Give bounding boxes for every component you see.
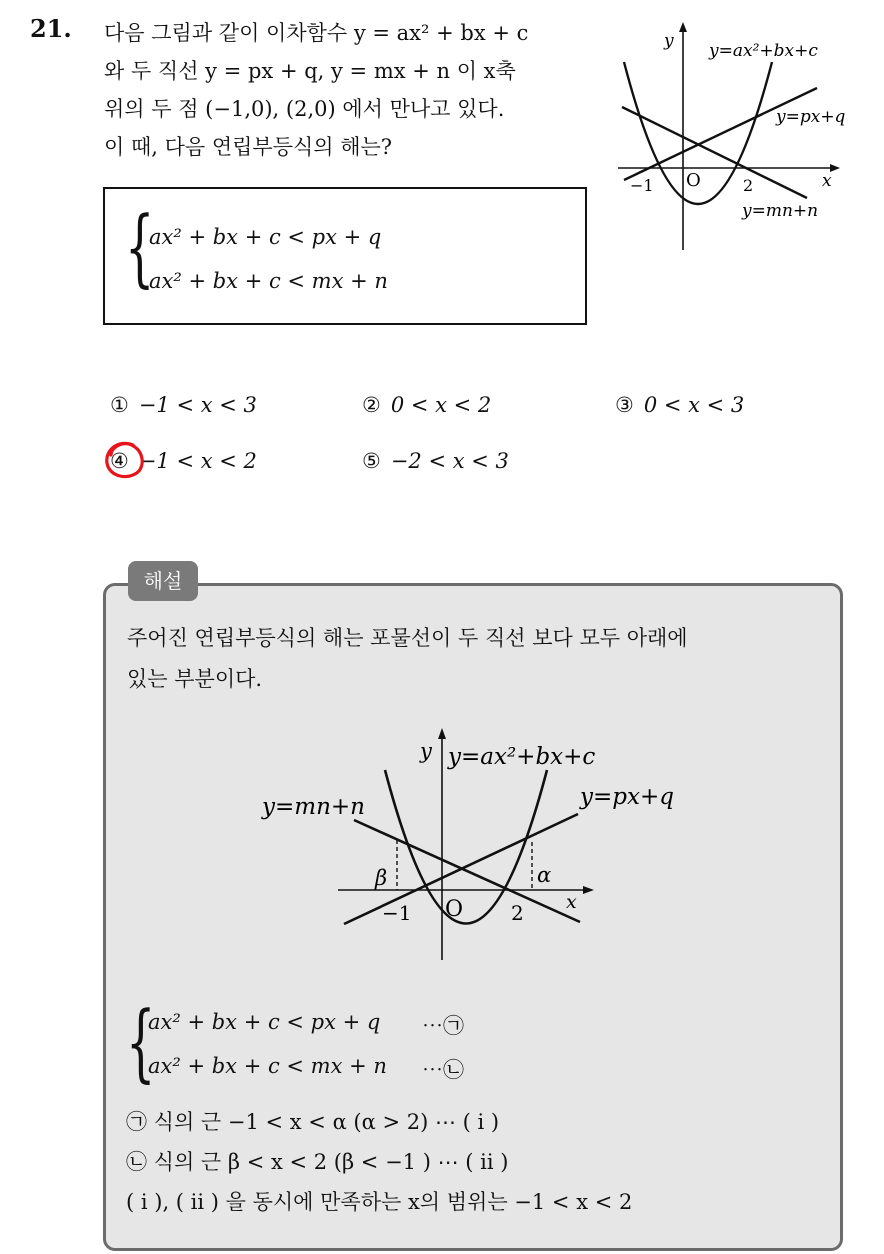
choice-5[interactable] bbox=[362, 449, 509, 473]
graph1-parabola-label: y=ax²+bx+c bbox=[709, 41, 818, 61]
graph2-line-mn-label: y=mn+n bbox=[262, 794, 365, 820]
system-inequality-2: ax² + bx + c < mx + n bbox=[149, 269, 388, 293]
solution-left-brace: { bbox=[126, 993, 156, 1091]
solution-intro-line-1: 주어진 연립부등식의 해는 포물선이 두 직선 보다 모두 아래에 bbox=[127, 626, 688, 650]
graph2-alpha: α bbox=[537, 863, 552, 887]
y-axis-arrow bbox=[679, 22, 687, 32]
choice-5-number: ⑤ bbox=[362, 449, 381, 473]
solution-inequality-1: ax² + bx + c < px + q bbox=[148, 1010, 381, 1034]
solution-system bbox=[126, 992, 546, 1092]
graph1-line-pq-label: y=px+q bbox=[776, 107, 846, 127]
graph2-y-label: y bbox=[420, 739, 432, 763]
question-text bbox=[104, 14, 604, 166]
solution-intro-line-2: 있는 부분이다. bbox=[127, 667, 263, 691]
choice-1-number: ① bbox=[110, 393, 129, 417]
question-number: 21. bbox=[30, 14, 72, 43]
graph1-origin: O bbox=[686, 170, 701, 191]
question-graph bbox=[612, 16, 872, 256]
graph2-parabola-label: y=ax²+bx+c bbox=[448, 744, 596, 770]
solution-graph bbox=[258, 722, 698, 966]
graph1-line-mn-label: y=mn+n bbox=[742, 201, 819, 221]
graph1-x-label: x bbox=[822, 171, 832, 191]
choice-2-text: 0 < x < 2 bbox=[390, 393, 492, 417]
solution-tag-1: ⋯㉠ bbox=[422, 1014, 464, 1038]
y-axis-arrow bbox=[438, 728, 446, 739]
x-axis-arrow bbox=[583, 886, 594, 894]
choice-2[interactable] bbox=[362, 393, 491, 417]
left-brace: { bbox=[125, 198, 155, 296]
graph2-beta: β bbox=[375, 866, 388, 890]
solution-intro bbox=[127, 618, 827, 700]
graph2-tick-neg1: −1 bbox=[382, 901, 412, 925]
graph2-x-label: x bbox=[566, 891, 577, 913]
choice-3[interactable] bbox=[615, 393, 744, 417]
question-line-4: 이 때, 다음 연립부등식의 해는? bbox=[104, 135, 393, 159]
choice-4-number: ④ bbox=[110, 449, 129, 473]
solution-result-3: ( i ), ( ii ) 을 동시에 만족하는 x의 범위는 −1 < x < 2 bbox=[126, 1190, 633, 1214]
choice-3-number: ③ bbox=[615, 393, 634, 417]
graph2-origin: O bbox=[445, 897, 464, 922]
selected-answer-mark-icon bbox=[103, 439, 145, 481]
solution-tab: 해설 bbox=[128, 561, 198, 601]
question-line-1: 다음 그림과 같이 이차함수 y = ax² + bx + c bbox=[104, 21, 529, 45]
graph1-tick-neg1: −1 bbox=[630, 176, 654, 195]
solution-inequality-2: ax² + bx + c < mx + n bbox=[148, 1054, 387, 1078]
question-line-2: 와 두 직선 y = px + q, y = mx + n 이 x축 bbox=[104, 59, 516, 83]
solution-tag-2: ⋯㉡ bbox=[422, 1058, 464, 1082]
choice-5-text: −2 < x < 3 bbox=[390, 449, 509, 473]
graph1-tick-2: 2 bbox=[743, 176, 754, 195]
choice-1[interactable] bbox=[110, 393, 257, 417]
question-line-3: 위의 두 점 (−1,0), (2,0) 에서 만나고 있다. bbox=[104, 97, 505, 121]
choice-1-text: −1 < x < 3 bbox=[138, 393, 257, 417]
graph2-line-pq-label: y=px+q bbox=[580, 784, 674, 810]
graph1-y-label: y bbox=[664, 31, 674, 51]
choice-2-number: ② bbox=[362, 393, 381, 417]
solution-result-1: ㉠ 식의 근 −1 < x < α (α > 2) ⋯ ( i ) bbox=[126, 1110, 500, 1134]
choice-3-text: 0 < x < 3 bbox=[643, 393, 745, 417]
solution-result-2: ㉡ 식의 근 β < x < 2 (β < −1 ) ⋯ ( ii ) bbox=[126, 1150, 509, 1174]
graph2-tick-2: 2 bbox=[511, 901, 524, 925]
choice-4-text: −1 < x < 2 bbox=[138, 449, 257, 473]
system-inequality-1: ax² + bx + c < px + q bbox=[149, 225, 382, 249]
line-pq bbox=[624, 88, 817, 180]
inequality-system-box bbox=[103, 187, 587, 325]
